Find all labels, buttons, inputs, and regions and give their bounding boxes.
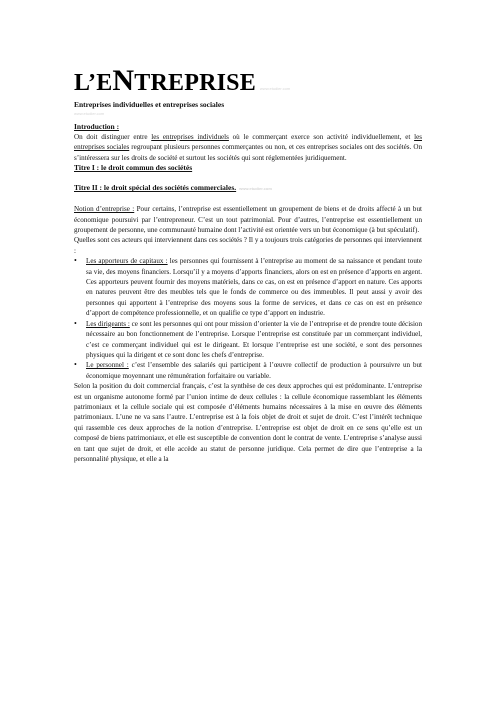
bullet-icon: • [74,256,77,266]
bullet-item: • Le personnel : c’est l’ensemble des salariés qui participent à l’œuvre collectif de production à poursuivre un but économique moyennant une rémunération forfaitaire ou variable. [74,360,423,380]
subtitle: Entreprises individuelles et entreprises sociales [74,100,225,109]
watermark: www.etudier.com [259,86,291,91]
closing-paragraph: Selon la position du doit commercial français, c’est la synthèse de ces deux approches qui est prédominante. L’entreprise est un organisme autonome formé par l’union intime de deux cellules : la cellule économique rassemblant les éléments patrimoniaux et la cellule sociale qui est composée d’éléments humains nécessaires à la mise en œuvre des éléments patrimoniaux. L’une ne va sans l’autre. L’entreprise est à la fois objet de droit et sujet de droit. C’est l’intérêt technique qui rassemble ces deux approches de la notion d’entreprise. L’entreprise est objet de droit en ce sens qu’elle est un composé de biens patrimoniaux, et elle est susceptible de convention dont le contrat de vente. L’entreprise s’analyse aussi en tant que sujet de droit, et elle accède au statut de personne juridique. Cela permet de dire que l’entreprise a la personnalité physique, et elle a la [74,382,422,463]
bullet-label: Le personnel : [86,361,129,370]
bullet-label: Les apporteurs de capitaux : [86,257,168,266]
watermark: www.etudier.com [239,186,272,192]
titre-2: Titre II : le droit spécial des sociétés commerciales. [74,183,237,193]
intro-heading: Introduction : [74,122,120,131]
notion-label: Notion d’entreprise : [74,205,135,214]
watermark: www.etudier.com [74,111,105,116]
titre-2-row [74,183,422,194]
notion-paragraph: Notion d’entreprise : Pour certains, l’entreprise est essentiellement un groupement de biens et de droits affecté à un but économique poursuivi par l’entrepreneur. C’est un tout patrimonial. Pour d’autres, l’entreprise est essentiellement un groupement de personne, une communauté humaine dont l’activité est orientée vers un but économique (à but spéculatif). [74,205,422,235]
bullet-item: • Les dirigeants : ce sont les personnes qui ont pour mission d’orienter la vie de l’entreprise et de prendre toute décision nécessaire au bon fonctionnement de l’entreprise. Lorsque l’entreprise est constituée par un commerçant individuel, c’est ce commerçant individuel qui est le dirigeant. Et lorsque l’entreprise est une société, e sont des personnes physiques qui la dirigent et ce sont donc les chefs d’entreprise. [74,318,423,359]
link-entreprises-individuels: les entreprises individuels [151,133,229,141]
bullet-icon: • [74,360,77,370]
bullet-label: Les dirigeants : [86,319,130,328]
bullet-item: • Les apporteurs de capitaux : les personnes qui fournissent à l’entreprise au moment de sa naissance et pendant toute sa vie, des moyens financiers. Lorsqu’il y a moyens d’apports financiers, alors on est en présence d’apports en argent. Ces apporteurs peuvent fournir des moyens matériels, dans ce cas, on est en présence d’apport en nature. Ces apports en natures peuvent être des meubles tels que le fonds de commerce ou des immeubles. Il peut aussi y avoir des personnes qui apportent à l’entreprise des moyens sous la forme de services, et dans ce cas on est en présence d’apport de compétence professionnelle, et on qualifie ce type d’apport en industrie. [74,256,422,318]
title-row [74,62,422,100]
link-entreprises-sociales: les entreprises sociales [74,133,422,152]
document-page [74,62,422,464]
bullet-icon: • [74,318,77,328]
document-title: L’ENTREPRISE [74,64,256,97]
intro-paragraph: On doit distinguer entre les entreprises individuels où le commerçant exerce son activité individuellement, et les entreprises sociales regroupant plusieurs personnes commerçantes ou non, et ces entreprises sociales ont des sociétés. On s’intéressera sur les droits de société et surtout les sociétés qui sont réglementées juridiquement. [74,133,422,162]
titre-1: Titre I : le droit commun des sociétés [74,163,193,173]
question-paragraph: Quelles sont ces acteurs qui interviennent dans ces sociétés ? Il y a toujours trois catégories de personnes qui interviennent : [74,236,422,255]
